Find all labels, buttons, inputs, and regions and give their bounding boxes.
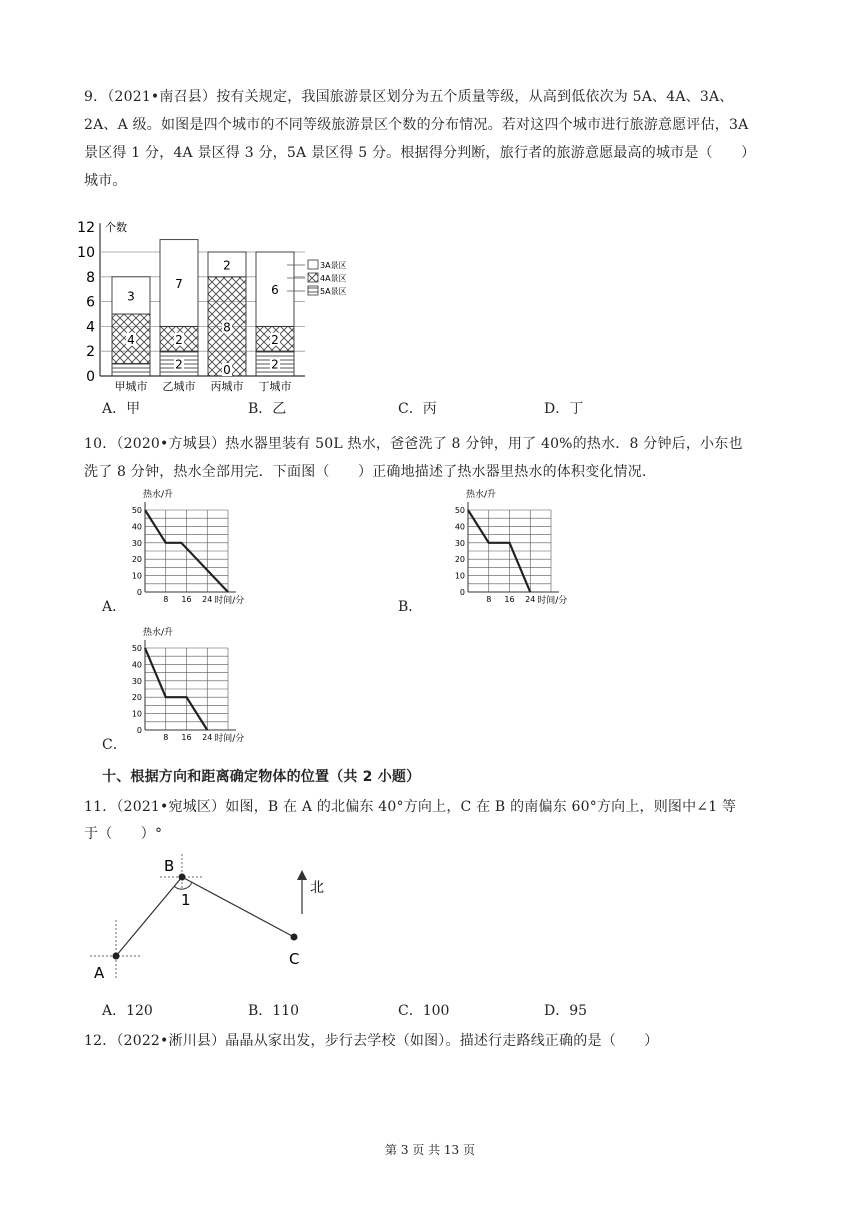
legend-swatch [308, 286, 318, 295]
y-tick-label: 12 [77, 220, 95, 237]
legend-label: 3A景区 [320, 261, 347, 270]
bar-value-label: 2 [271, 357, 279, 372]
y-tick-label: 6 [86, 294, 95, 311]
y-tick-label: 20 [131, 555, 142, 565]
q9-line-1: 9．（2021•南召县）按有关规定，我国旅游景区划分为五个质量等级，从高到低依次为 5A、4A、3A、 [84, 89, 734, 105]
point-c [291, 934, 298, 941]
q9-option-a[interactable]: A．甲 [102, 401, 141, 417]
x-tick-label: 24 [202, 595, 213, 604]
q9-line-3: 景区得 1 分，4A 景区得 3 分，5A 景区得 5 分。根据得分判断，旅行者的旅游意愿最高的城市是（ ） [84, 145, 756, 161]
y-tick-label: 20 [454, 555, 465, 565]
x-tick-label: 丁城市 [258, 380, 292, 393]
x-tick-label: 16 [504, 595, 515, 604]
legend-label: 4A景区 [320, 274, 347, 283]
q10-option-b[interactable]: B． [398, 599, 423, 615]
x-tick-label: 16 [181, 733, 192, 742]
y-tick-label: 40 [454, 522, 465, 532]
x-tick-label: 甲城市 [114, 380, 148, 393]
angle-1-label: 1 [181, 891, 191, 909]
label-a: A [94, 964, 105, 982]
q10-line-2: 洗了 8 分钟，热水全部用完．下面图（ ）正确地描述了热水器里热水的体积变化情况． [84, 464, 657, 480]
q10-line-1: 10．（2020•方城县）热水器里装有 50L 热水，爸爸洗了 8 分钟，用了 40%的热水．8 分钟后，小东也 [84, 436, 743, 452]
y-tick-label: 0 [136, 726, 142, 735]
x-tick-label: 乙城市 [162, 380, 196, 393]
x-axis-label: 时间/分 [537, 596, 568, 606]
bar-value-label: 2 [175, 357, 183, 372]
q10-chart-b [443, 490, 643, 610]
q11-option-b[interactable]: B．110 [248, 1003, 300, 1019]
y-tick-label: 20 [131, 693, 142, 703]
y-tick-label: 50 [454, 506, 465, 515]
q11-line-1: 11．（2021•宛城区）如图，B 在 A 的北偏东 40°方向上，C 在 B 的南偏东 60°方向上，则图中∠1 等 [84, 799, 737, 815]
y-tick-label: 40 [131, 522, 142, 532]
q9-option-d[interactable]: D．丁 [544, 401, 584, 417]
y-tick-label: 4 [86, 319, 95, 336]
q10-option-a[interactable]: A． [102, 599, 127, 615]
q11-line-2: 于（ ）° [84, 826, 163, 842]
label-c: C [289, 950, 300, 968]
bar-value-label: 8 [223, 320, 231, 335]
bar-value-label: 3 [127, 289, 135, 304]
label-b: B [164, 857, 175, 875]
y-tick-label: 50 [131, 506, 142, 515]
y-tick-label: 30 [131, 676, 142, 686]
bar-value-label: 4 [127, 332, 135, 347]
q10-option-c[interactable]: C． [102, 737, 127, 753]
q9-option-c[interactable]: C．丙 [398, 401, 437, 417]
x-tick-label: 24 [202, 733, 213, 742]
x-tick-label: 8 [163, 733, 169, 742]
legend-swatch [308, 260, 318, 269]
legend-swatch [308, 273, 318, 282]
x-axis-label: 时间/分 [214, 734, 245, 744]
point-a [113, 953, 120, 960]
y-axis-label: 热水/升 [466, 490, 497, 500]
y-tick-label: 2 [86, 344, 95, 361]
legend-label: 5A景区 [320, 287, 347, 296]
y-tick-label: 10 [454, 571, 465, 581]
y-tick-label: 0 [459, 588, 465, 597]
y-tick-label: 30 [454, 538, 465, 548]
x-tick-label: 16 [181, 595, 192, 604]
y-tick-label: 50 [131, 644, 142, 653]
bar-value-label: 7 [175, 277, 183, 291]
y-axis-label: 热水/升 [143, 628, 174, 638]
q9-line-2: 2A、A 级。如图是四个城市的不同等级旅游景区个数的分布情况。若对这四个城市进行旅游意愿评估，3A [84, 117, 749, 133]
q9-option-b[interactable]: B．乙 [248, 401, 287, 417]
q11-option-a[interactable]: A．120 [102, 1003, 153, 1019]
y-tick-label: 40 [131, 660, 142, 670]
x-tick-label: 24 [525, 595, 536, 604]
q10-chart-c [120, 628, 320, 748]
q10-chart-a [120, 490, 320, 610]
bar-value-label: 2 [175, 332, 183, 347]
q9-line-4: 城市。 [84, 173, 127, 189]
section-title: 十、根据方向和距离确定物体的位置（共 2 小题） [102, 769, 421, 785]
bar-value-label: 2 [223, 258, 231, 273]
x-axis-label: 时间/分 [214, 596, 245, 606]
q11-option-c[interactable]: C．100 [398, 1003, 450, 1019]
x-tick-label: 8 [486, 595, 492, 604]
q12-line-1: 12．（2022•淅川县）晶晶从家出发，步行去学校（如图）。描述行走路线正确的是（ ） [84, 1033, 659, 1049]
y-axis-label: 个数 [105, 221, 127, 235]
q11-option-d[interactable]: D．95 [544, 1003, 588, 1019]
y-axis-label: 热水/升 [143, 490, 174, 500]
q11-figure [86, 850, 386, 990]
y-tick-label: 10 [77, 245, 95, 261]
x-tick-label: 丙城市 [210, 380, 244, 393]
page-footer: 第 3 页 共 13 页 [385, 1143, 475, 1157]
y-tick-label: 0 [136, 588, 142, 597]
bar-segment [112, 364, 150, 376]
x-tick-label: 8 [163, 595, 169, 604]
bar-value-label: 6 [271, 283, 279, 298]
point-b [179, 874, 186, 881]
bar-value-label: 0 [223, 363, 231, 377]
y-tick-label: 8 [86, 269, 95, 286]
q9-bar-chart [77, 198, 400, 398]
bar-value-label: 2 [271, 332, 279, 347]
north-label: 北 [310, 880, 324, 896]
y-tick-label: 10 [131, 571, 142, 581]
y-tick-label: 10 [131, 709, 142, 719]
y-tick-label: 0 [86, 369, 95, 385]
y-tick-label: 30 [131, 538, 142, 548]
